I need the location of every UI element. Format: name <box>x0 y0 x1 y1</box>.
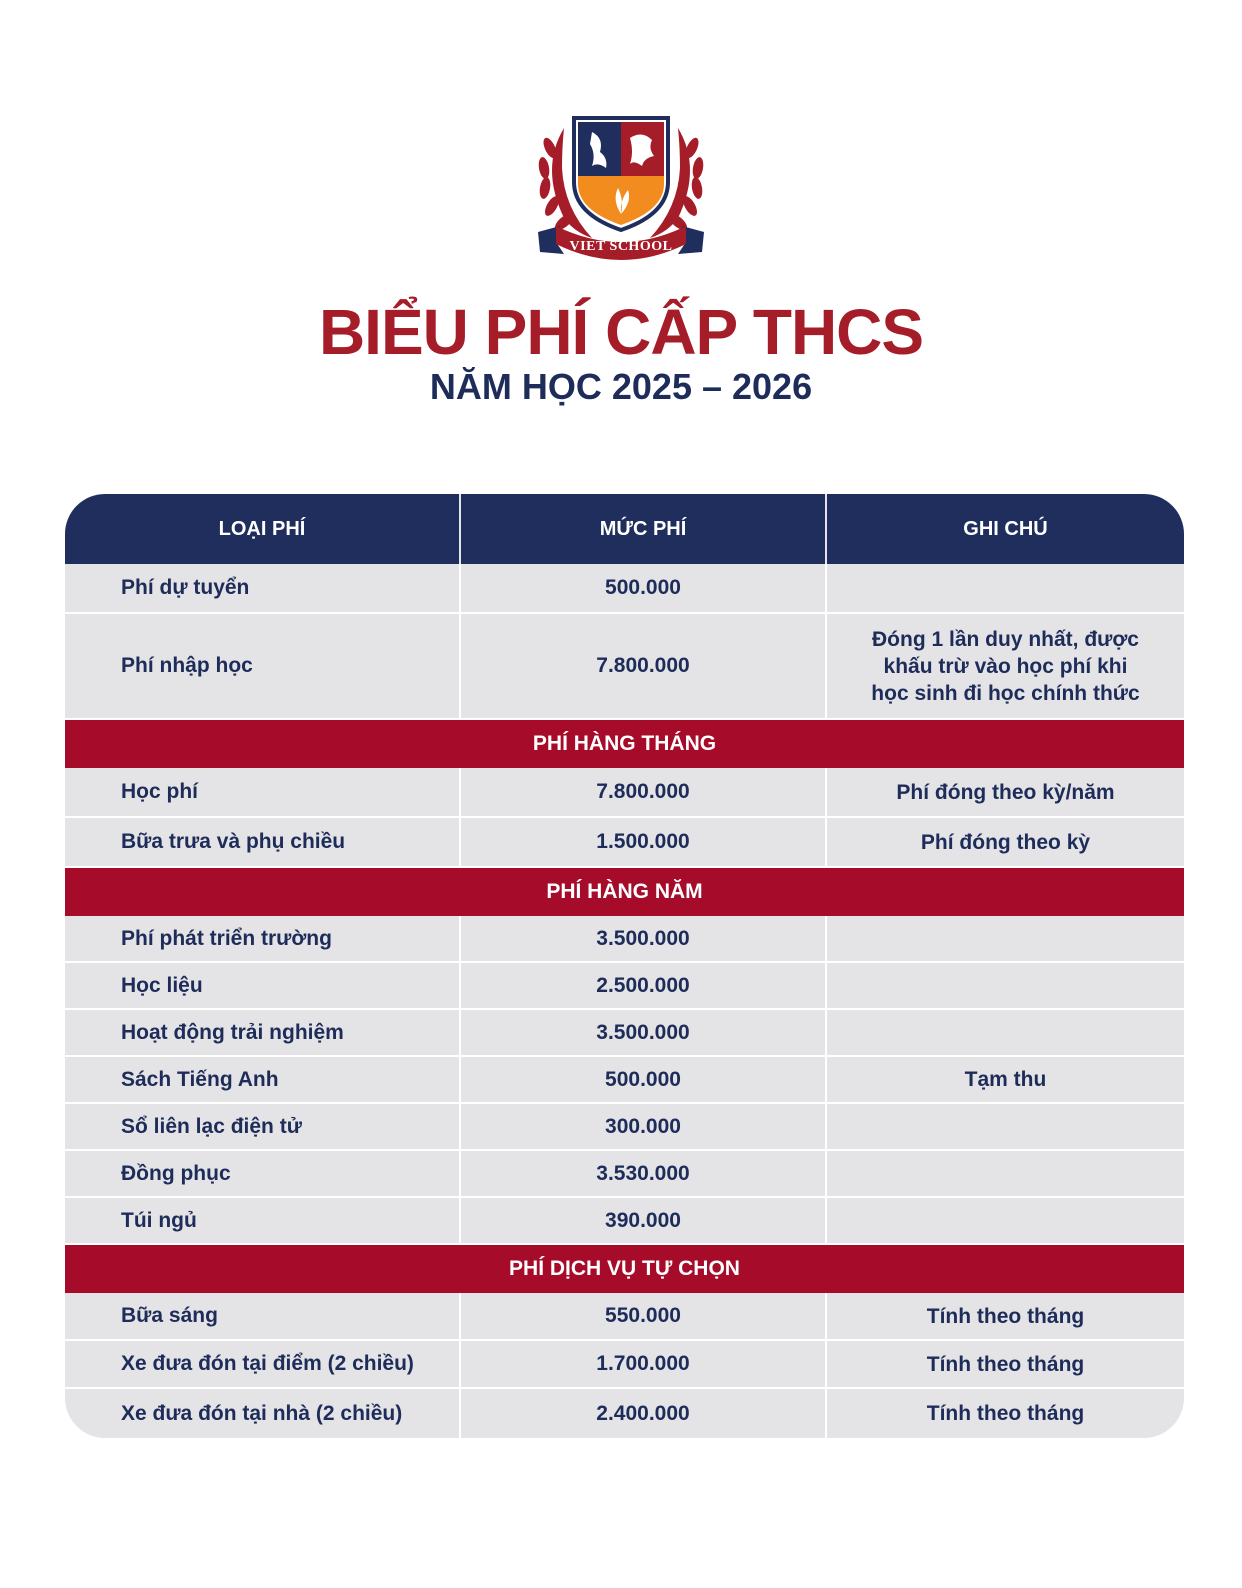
fee-amount: 1.500.000 <box>461 818 827 866</box>
shield-icon <box>574 118 668 230</box>
fee-note <box>827 1104 1184 1149</box>
fee-name: Học phí <box>65 768 461 816</box>
page-title: BIỂU PHÍ CẤP THCS <box>318 296 924 368</box>
fee-note: Tính theo tháng <box>926 1304 1085 1328</box>
fee-note: Đóng 1 lần duy nhất, được khấu trừ vào học phí khi học sinh đi học chính thức <box>871 627 1140 705</box>
fee-amount: 2.500.000 <box>461 963 827 1008</box>
fee-name: Đồng phục <box>65 1151 461 1196</box>
table-row <box>65 1151 1184 1198</box>
section-header-optional-services: PHÍ DỊCH VỤ TỰ CHỌN <box>65 1245 1184 1293</box>
table-row <box>65 963 1184 1010</box>
fee-amount: 390.000 <box>461 1198 827 1243</box>
fee-note <box>827 916 1184 961</box>
fee-name: Sách Tiếng Anh <box>65 1057 461 1102</box>
fee-name: Học liệu <box>65 963 461 1008</box>
fee-name: Bữa sáng <box>65 1293 461 1339</box>
table-row <box>65 1293 1184 1341</box>
table-row <box>65 916 1184 963</box>
fee-amount: 550.000 <box>461 1293 827 1339</box>
fee-note <box>827 1151 1184 1196</box>
fee-name: Bữa trưa và phụ chiều <box>65 818 461 866</box>
fee-amount: 3.530.000 <box>461 1151 827 1196</box>
table-row <box>65 1341 1184 1389</box>
fee-name: Phí dự tuyển <box>65 564 461 612</box>
fee-note <box>827 963 1184 1008</box>
table-row <box>65 1010 1184 1057</box>
fee-name: Phí phát triển trường <box>65 916 461 961</box>
table-row <box>65 564 1184 614</box>
table-row <box>65 614 1184 720</box>
table-row <box>65 1104 1184 1151</box>
fee-amount: 2.400.000 <box>461 1389 827 1438</box>
header-note: GHI CHÚ <box>963 517 1048 540</box>
fee-note: Tính theo tháng <box>926 1352 1085 1376</box>
header-fee-type: LOẠI PHÍ <box>65 494 461 564</box>
fee-name: Phí nhập học <box>65 614 461 718</box>
fee-amount: 7.800.000 <box>461 768 827 816</box>
fee-name: Sổ liên lạc điện tử <box>65 1104 461 1149</box>
table-row <box>65 1057 1184 1104</box>
table-row <box>65 1198 1184 1245</box>
header-amount: MỨC PHÍ <box>461 494 827 564</box>
table-header-row <box>65 494 1184 564</box>
fee-amount: 3.500.000 <box>461 916 827 961</box>
fee-amount: 500.000 <box>461 1057 827 1102</box>
fee-name: Xe đưa đón tại nhà (2 chiều) <box>65 1389 461 1438</box>
fee-amount: 7.800.000 <box>461 614 827 718</box>
fee-note: Phí đóng theo kỳ/năm <box>896 780 1115 804</box>
section-header-yearly: PHÍ HÀNG NĂM <box>65 868 1184 916</box>
logo-text: VIET SCHOOL <box>569 239 673 254</box>
fee-note: Phí đóng theo kỳ <box>920 830 1091 854</box>
fee-note <box>827 1198 1184 1243</box>
page-subtitle: NĂM HỌC 2025 – 2026 <box>429 366 813 407</box>
fee-amount: 500.000 <box>461 564 827 612</box>
fee-name: Hoạt động trải nghiệm <box>65 1010 461 1055</box>
school-crest-logo <box>534 108 708 268</box>
fee-amount: 1.700.000 <box>461 1341 827 1387</box>
fee-note: Tính theo tháng <box>926 1402 1085 1425</box>
fee-table <box>65 494 1184 1438</box>
fee-note <box>827 1010 1184 1055</box>
section-header-monthly: PHÍ HÀNG THÁNG <box>65 720 1184 768</box>
fee-amount: 3.500.000 <box>461 1010 827 1055</box>
fee-amount: 300.000 <box>461 1104 827 1149</box>
table-row <box>65 818 1184 868</box>
table-row <box>65 1389 1184 1438</box>
table-row <box>65 768 1184 818</box>
fee-name: Xe đưa đón tại điểm (2 chiều) <box>65 1341 461 1387</box>
fee-name: Túi ngủ <box>65 1198 461 1243</box>
fee-note: Tạm thu <box>964 1068 1047 1091</box>
fee-note <box>827 564 1184 612</box>
